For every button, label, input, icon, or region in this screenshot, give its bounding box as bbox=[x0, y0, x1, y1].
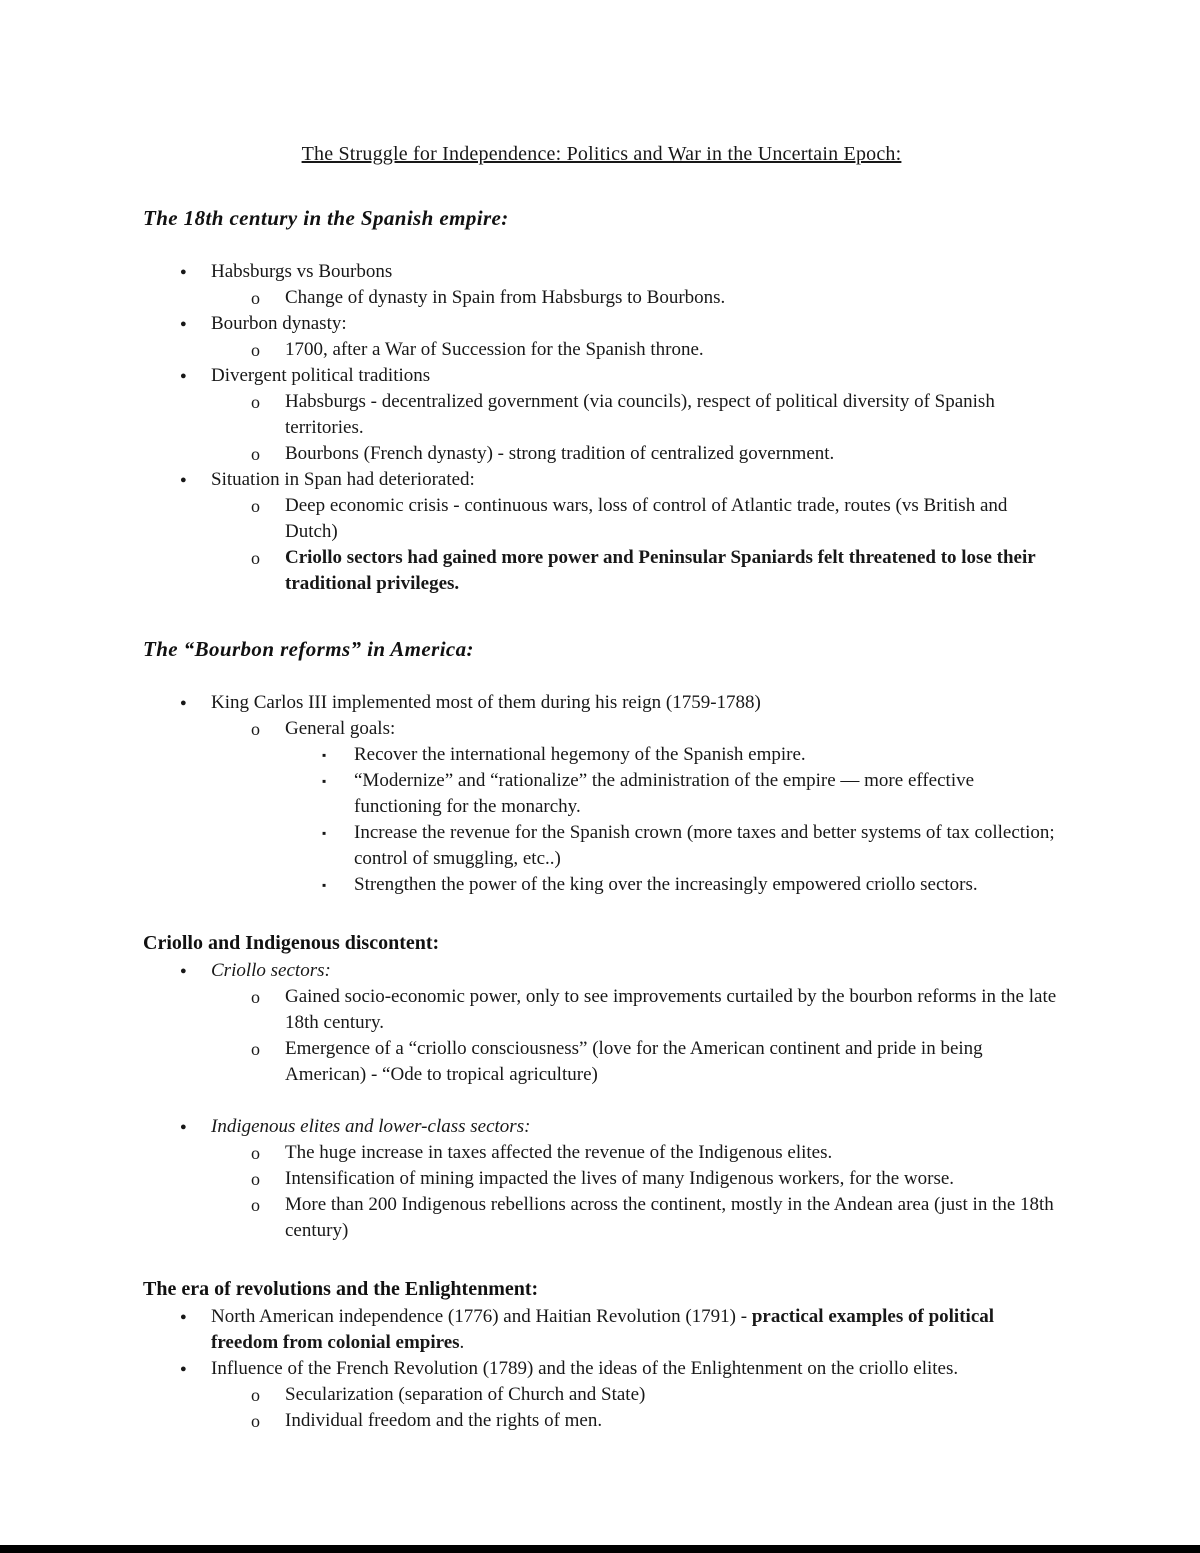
list-item-text: Divergent political traditions bbox=[211, 365, 431, 386]
list-item bbox=[143, 1036, 1060, 1088]
list-item-text: More than 200 Indigenous rebellions across the continent, mostly in the Andean area (just in the 18th century) bbox=[285, 1194, 1054, 1241]
section-heading: The 18th century in the Spanish empire: bbox=[143, 206, 509, 230]
bullet-marker-icon: o bbox=[251, 444, 260, 464]
list-item-text: The huge increase in taxes affected the revenue of the Indigenous elites. bbox=[285, 1142, 833, 1163]
document-body bbox=[143, 206, 1060, 1434]
list-item-text: Bourbons (French dynasty) - strong tradition of centralized government. bbox=[285, 443, 835, 464]
bullet-marker-icon: o bbox=[251, 1411, 260, 1431]
document-section bbox=[143, 637, 1060, 898]
list-item bbox=[143, 389, 1060, 441]
list-item-text: Situation in Span had deteriorated: bbox=[211, 469, 475, 490]
list-item bbox=[143, 1304, 1060, 1356]
document-section bbox=[143, 932, 1060, 1244]
list-item bbox=[143, 768, 1060, 820]
bullet-marker-icon: o bbox=[251, 548, 260, 568]
bullet-marker-icon: o bbox=[251, 288, 260, 308]
list-item bbox=[143, 958, 1060, 984]
bullet-marker-icon: ● bbox=[180, 697, 187, 709]
bullet-marker-icon: o bbox=[251, 496, 260, 516]
list-item-text: Habsburgs - decentralized government (via councils), respect of political diversity of Spanish territories. bbox=[285, 391, 995, 438]
list-item-text: Strengthen the power of the king over the increasingly empowered criollo sectors. bbox=[354, 874, 978, 895]
bullet-marker-icon: ▪ bbox=[322, 826, 327, 840]
section-heading: The “Bourbon reforms” in America: bbox=[143, 637, 474, 661]
bullet-marker-icon: ● bbox=[180, 1311, 187, 1323]
list-item-text: Criollo sectors had gained more power and Peninsular Spaniards felt threatened to lose their traditional privileges. bbox=[285, 547, 1036, 594]
bullet-marker-icon: ▪ bbox=[322, 878, 327, 892]
list-item bbox=[143, 1140, 1060, 1166]
bullet-marker-icon: o bbox=[251, 1169, 260, 1189]
bullet-marker-icon: ▪ bbox=[322, 748, 327, 762]
list-item-text: Increase the revenue for the Spanish crown (more taxes and better systems of tax collection; control of smuggling, etc..) bbox=[354, 822, 1055, 869]
list-item-text: King Carlos III implemented most of them during his reign (1759-1788) bbox=[211, 692, 761, 713]
bullet-marker-icon: ▪ bbox=[322, 774, 327, 788]
list-item-text: Secularization (separation of Church and State) bbox=[285, 1384, 646, 1405]
bullet-marker-icon: o bbox=[251, 1195, 260, 1215]
list-item bbox=[143, 259, 1060, 285]
section-heading: Criollo and Indigenous discontent: bbox=[143, 932, 440, 954]
list-item-text: “Modernize” and “rationalize” the administration of the empire — more effective functioning for the monarchy. bbox=[354, 770, 975, 817]
bullet-marker-icon: ● bbox=[180, 474, 187, 486]
list-item bbox=[143, 1114, 1060, 1140]
list-item bbox=[143, 1408, 1060, 1434]
list-item bbox=[143, 1356, 1060, 1382]
list-item-text: Gained socio-economic power, only to see improvements curtailed by the bourbon reforms in the late 18th century. bbox=[285, 986, 1057, 1033]
list-item-text: Habsburgs vs Bourbons bbox=[211, 261, 393, 282]
bullet-marker-icon: ● bbox=[180, 266, 187, 278]
bottom-bar bbox=[0, 1545, 1200, 1553]
list-item-text: Change of dynasty in Spain from Habsburgs to Bourbons. bbox=[285, 287, 726, 308]
list-item-text: Influence of the French Revolution (1789) and the ideas of the Enlightenment on the criollo elites. bbox=[211, 1358, 959, 1379]
section-list bbox=[143, 958, 1060, 1244]
list-item-text: General goals: bbox=[285, 718, 396, 739]
list-item bbox=[143, 311, 1060, 337]
list-item-text: Emergence of a “criollo consciousness” (love for the American continent and pride in being American) - “Ode to tropical agriculture) bbox=[285, 1038, 983, 1085]
bullet-marker-icon: ● bbox=[180, 1363, 187, 1375]
list-item bbox=[143, 467, 1060, 493]
bullet-marker-icon: o bbox=[251, 1385, 260, 1405]
bullet-marker-icon: o bbox=[251, 719, 260, 739]
list-item bbox=[143, 441, 1060, 467]
list-item-text: Deep economic crisis - continuous wars, loss of control of Atlantic trade, routes (vs British and Dutch) bbox=[285, 495, 1008, 542]
list-item-text: Indigenous elites and lower-class sectors: bbox=[211, 1116, 531, 1137]
list-item bbox=[143, 690, 1060, 716]
bullet-marker-icon: ● bbox=[180, 1121, 187, 1133]
list-item bbox=[143, 545, 1060, 597]
section-list bbox=[143, 259, 1060, 597]
list-item bbox=[143, 337, 1060, 363]
bullet-marker-icon: o bbox=[251, 340, 260, 360]
list-item bbox=[143, 1166, 1060, 1192]
list-item-text: Recover the international hegemony of the Spanish empire. bbox=[354, 744, 806, 765]
bullet-marker-icon: ● bbox=[180, 965, 187, 977]
bullet-marker-icon: o bbox=[251, 392, 260, 412]
list-item bbox=[143, 742, 1060, 768]
list-item-text: Criollo sectors: bbox=[211, 960, 331, 981]
section-heading: The era of revolutions and the Enlightenment: bbox=[143, 1278, 539, 1300]
list-item bbox=[143, 872, 1060, 898]
list-item bbox=[143, 285, 1060, 311]
bullet-marker-icon: ● bbox=[180, 370, 187, 382]
list-item bbox=[143, 716, 1060, 742]
list-item bbox=[143, 1382, 1060, 1408]
bullet-marker-icon: o bbox=[251, 1039, 260, 1059]
section-list bbox=[143, 1304, 1060, 1434]
list-item bbox=[143, 363, 1060, 389]
list-item-text: 1700, after a War of Succession for the Spanish throne. bbox=[285, 339, 704, 360]
document-section bbox=[143, 206, 1060, 597]
section-list bbox=[143, 690, 1060, 898]
document-title: The Struggle for Independence: Politics and War in the Uncertain Epoch: bbox=[301, 143, 902, 165]
bullet-marker-icon: o bbox=[251, 1143, 260, 1163]
list-item bbox=[143, 820, 1060, 872]
list-item-text: North American independence (1776) and Haitian Revolution (1791) - practical examples of political freedom from colonial empires. bbox=[211, 1306, 995, 1353]
document-section bbox=[143, 1278, 1060, 1434]
list-item bbox=[143, 984, 1060, 1036]
list-item bbox=[143, 1192, 1060, 1244]
list-item-text: Bourbon dynasty: bbox=[211, 313, 347, 334]
bullet-marker-icon: o bbox=[251, 987, 260, 1007]
list-item-text: Intensification of mining impacted the lives of many Indigenous workers, for the worse. bbox=[285, 1168, 955, 1189]
bullet-marker-icon: ● bbox=[180, 318, 187, 330]
list-item-text: Individual freedom and the rights of men. bbox=[285, 1410, 603, 1431]
list-item bbox=[143, 493, 1060, 545]
